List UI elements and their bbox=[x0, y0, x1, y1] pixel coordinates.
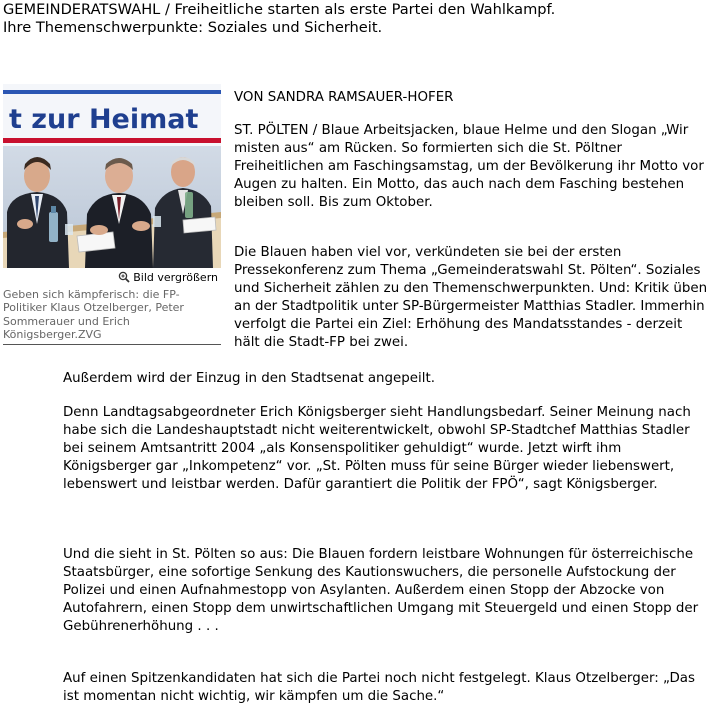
article-figure bbox=[3, 84, 221, 345]
article-byline: VON SANDRA RAMSAUER-HOFER bbox=[234, 90, 454, 105]
magnifier-icon bbox=[118, 271, 130, 283]
paragraph-3: Denn Landtagsabgeordneter Erich Königsberger sieht Handlungsbedarf. Seiner Meinung nach habe sich die Landeshauptstadt nicht weiterentwickelt, obwohl SP-Stadtchef Matthias Stadler bei seinem Amtsantritt 2004 „als Konsenspolitiker gehuldigt“ wurde. Jetzt wirft ihm Königsberger gar „Inkompetenz“ vor. „St. Pölten muss für seine Bürger wieder liebenswert, lebenswert und leistbar werden. Dafür garantiert die Politik der FPÖ“, sagt Königsberger. bbox=[63, 405, 691, 492]
enlarge-image-label[interactable]: Bild vergrößern bbox=[133, 271, 218, 284]
headline-line-1: GEMEINDERATSWAHL / Freiheitliche starten als erste Partei den Wahlkampf. bbox=[3, 1, 556, 18]
paragraph-1: ST. PÖLTEN / Blaue Arbeitsjacken, blaue Helme und den Slogan „Wir misten aus“ am Rücken. So formierten sich die St. Pöltner Freiheitlichen am Faschingsamstag, um der Bevölkerung ihr Motto vor Augen zu halten. Ein Motto, das auch nach dem Fasching bestehen bleiben soll. Bis zum Oktober. bbox=[234, 123, 704, 210]
headline-line-2: Ihre Themenschwerpunkte: Soziales und Sicherheit. bbox=[3, 19, 383, 36]
banner-text: t zur Heimat bbox=[9, 104, 199, 135]
paragraph-4: Und die sieht in St. Pölten so aus: Die Blauen fordern leistbare Wohnungen für österreichische Staatsbürger, eine sofortige Senkung des Kautionswuchers, die personelle Aufstockung der Polizei und einen Aufnahmestopp von Asylanten. Außerdem einen Stopp der Abzocke von Autofahrern, einen Stopp dem unwirtschaftlichen Umgang mit Steuergeld und einen Stopp der Gebührenerhöhung . . . bbox=[63, 547, 699, 634]
press-conference-photo[interactable] bbox=[3, 84, 221, 268]
article-headline bbox=[3, 1, 713, 37]
enlarge-image-link[interactable] bbox=[3, 269, 221, 286]
paragraph-5: Auf einen Spitzenkandidaten hat sich die Partei noch nicht festgelegt. Klaus Otzelberger: „Das ist momentan nicht wichtig, wir kämpfen um die Sache.“ bbox=[63, 671, 695, 704]
photo-caption: Geben sich kämpferisch: die FP-Politiker Klaus Otzelberger, Peter Sommerauer und Erich Königsberger.ZVG bbox=[3, 288, 221, 345]
paragraph-2: Die Blauen haben viel vor, verkündeten sie bei der ersten Pressekonferenz zum Thema „Gemeinderatswahl St. Pölten“. Soziales und Sicherheit zählen zu den Themenschwerpunkten. Und: Kritik üben an der Stadtpolitik unter SP-Bürgermeister Matthias Stadler. Immerhin verfolgt die Partei ein Ziel: Erhöhung des Mandatsstandes - derzeit hält die Stadt-FP bei zwei. bbox=[234, 245, 708, 350]
photo-illustration bbox=[3, 84, 221, 268]
paragraph-2-continued: Außerdem wird der Einzug in den Stadtsenat angepeilt. bbox=[63, 371, 435, 386]
